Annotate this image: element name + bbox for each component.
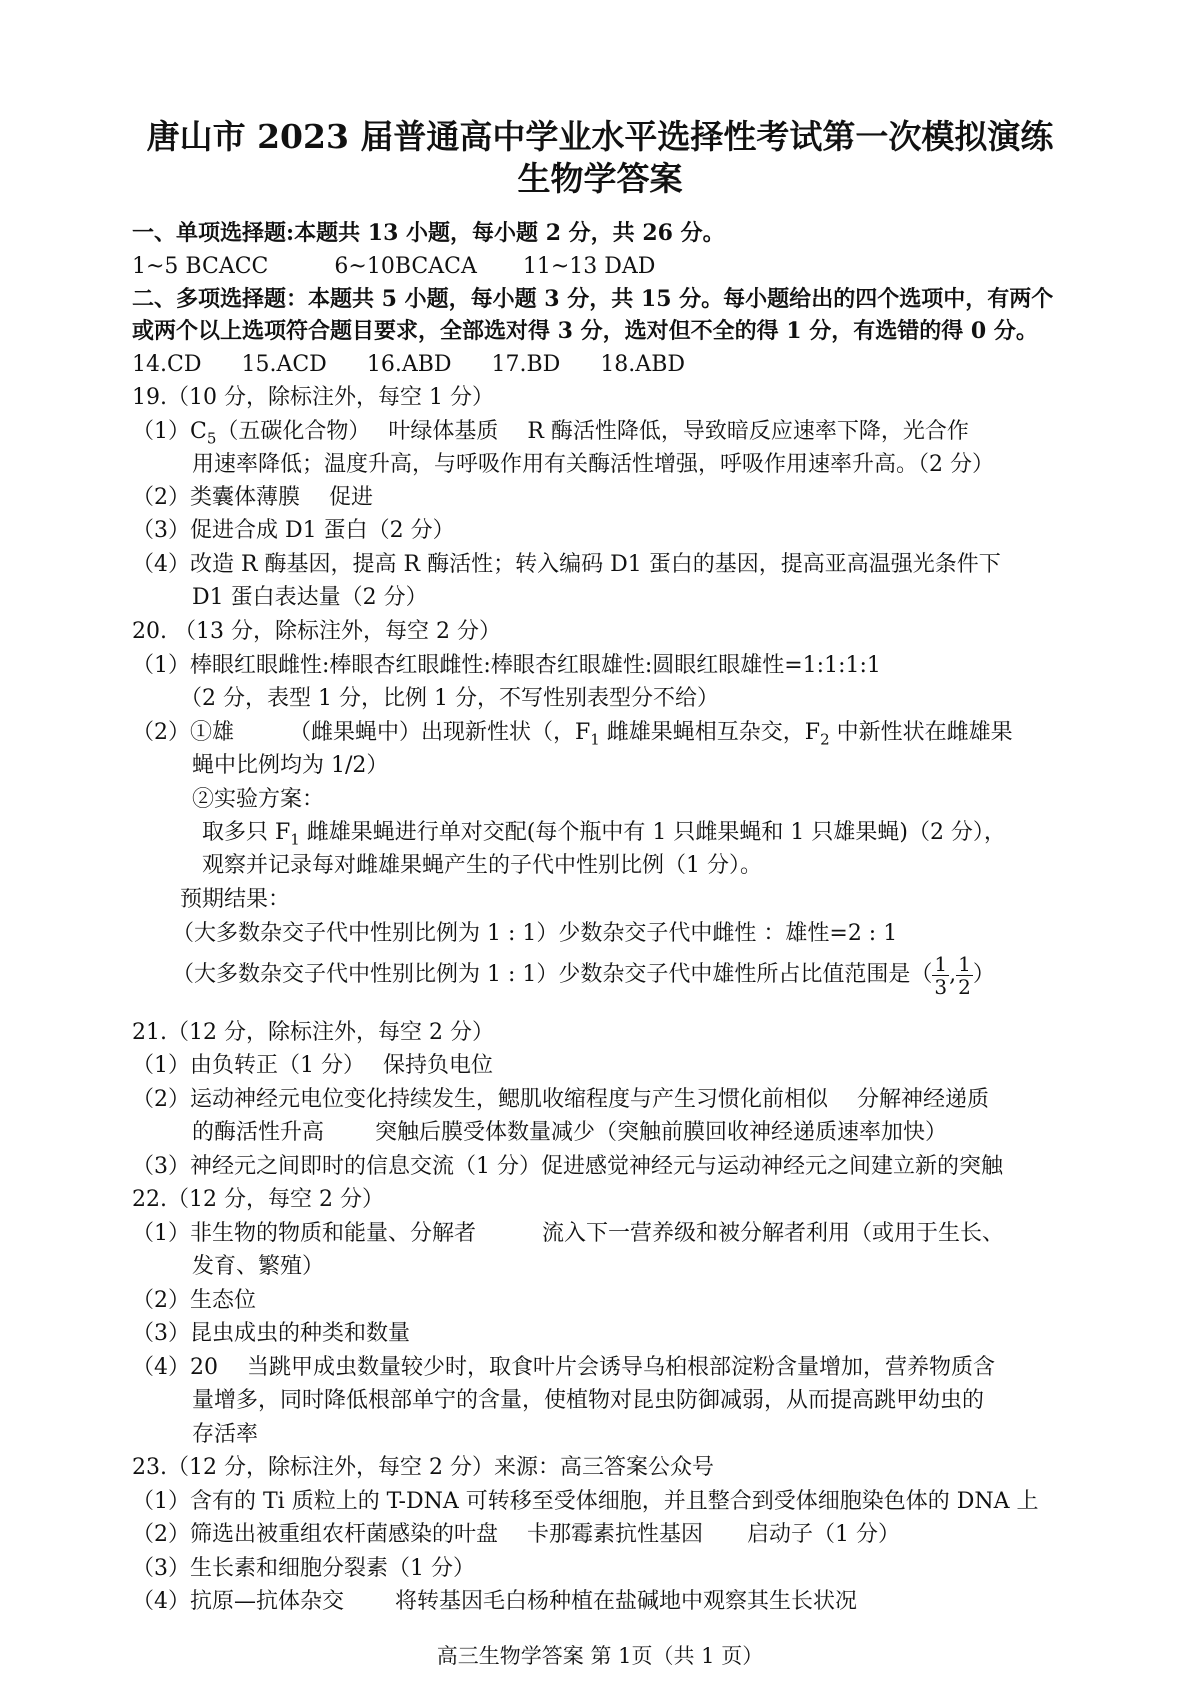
q23-part2: （2）筛选出被重组农杆菌感染的叶盘 卡那霉素抗性基因 启动子（1 分） — [132, 1522, 900, 1547]
fraction-denominator: 3 — [934, 974, 948, 999]
q20-expected-line2 — [172, 950, 995, 1000]
page-subtitle: 生物学答案 — [517, 159, 683, 198]
text-span: 雌雄果蝇进行单对交配(每个瓶中有 1 只雌果蝇和 1 只雄果蝇)（2 分）， — [299, 820, 1006, 845]
q23-part3: （3）生长素和细胞分裂素（1 分） — [132, 1556, 475, 1581]
q22-part1-line2: 发育、繁殖） — [192, 1254, 325, 1279]
q20-experiment-line2: 观察并记录每对雌雄果蝇产生的子代中性别比例（1 分）。 — [202, 853, 762, 878]
q19-part3: （3）促进合成 D1 蛋白（2 分） — [132, 518, 455, 543]
q23-part4: （4）抗原—抗体杂交 将转基因毛白杨种植在盐碱地中观察其生长状况 — [132, 1589, 857, 1614]
q22-part2: （2）生态位 — [132, 1288, 256, 1313]
fraction-one-third — [932, 953, 949, 998]
q21-part2-line1: （2）运动神经元电位变化持续发生，鳃肌收缩程度与产生习惯化前相似 分解神经递质 — [132, 1087, 989, 1112]
subscript: 1 — [290, 830, 300, 849]
answer-item: 14.CD — [132, 352, 202, 377]
q20-heading: 20. （13 分，除标注外，每空 2 分） — [132, 619, 501, 644]
q19-part1-line2: 用速率降低；温度升高，与呼吸作用有关酶活性增强，呼吸作用速率升高。（2 分） — [192, 452, 994, 477]
answer-item: 16.ABD — [366, 352, 452, 377]
q20-part2-line1 — [132, 718, 1013, 748]
q22-heading: 22.（12 分，每空 2 分） — [132, 1187, 384, 1212]
q21-part2-line2: 的酶活性升高 突触后膜受体数量减少（突触前膜回收神经递质速率加快） — [192, 1120, 947, 1145]
answer-item: 17.BD — [491, 352, 561, 377]
text-span: 雌雄果蝇相互杂交，F — [599, 720, 821, 745]
q22-part4-line2: 量增多，同时降低根部单宁的含量，使植物对昆虫防御减弱，从而提高跳甲幼虫的 — [192, 1388, 985, 1413]
section1-heading: 一、单项选择题:本题共 13 小题，每小题 2 分，共 26 分。 — [132, 220, 725, 246]
section1-answers — [132, 252, 655, 282]
section2-answers — [132, 350, 685, 380]
answer-group: 1~5 BCACC — [132, 254, 269, 279]
q20-experiment-line1 — [202, 818, 1006, 848]
page-footer: 高三生物学答案 第 1页（共 1 页） — [436, 1644, 764, 1668]
q19-part1-line1 — [132, 417, 969, 447]
text-span: （大多数杂交子代中性别比例为 1 : 1）少数杂交子代中雄性所占比值范围是（ — [172, 962, 933, 987]
q19-part4-line1: （4）改造 R 酶基因，提高 R 酶活性；转入编码 D1 蛋白的基因，提高亚高温强光条件下 — [132, 552, 1001, 577]
text-span: , — [949, 962, 957, 987]
subscript: 5 — [206, 429, 217, 448]
q23-part1: （1）含有的 Ti 质粒上的 T-DNA 可转移至受体细胞，并且整合到受体细胞染色体的 DNA 上 — [132, 1489, 1039, 1514]
answer-group: 6~10BCACA — [334, 254, 477, 279]
q23-heading: 23.（12 分，除标注外，每空 2 分）来源：高三答案公众号 — [132, 1455, 714, 1480]
section2-heading-line2: 或两个以上选项符合题目要求，全部选对得 3 分，选对但不全的得 1 分，有选错的得 0 分。 — [132, 318, 1038, 344]
answer-item: 15.ACD — [241, 352, 327, 377]
page-title: 唐山市 2023 届普通高中学业水平选择性考试第一次模拟演练 — [146, 117, 1054, 156]
subscript: 2 — [820, 730, 830, 749]
q22-part1-line1: （1）非生物的物质和能量、分解者 流入下一营养级和被分解者利用（或用于生长、 — [132, 1221, 1005, 1246]
q19-part4-line2: D1 蛋白表达量（2 分） — [192, 585, 428, 610]
q22-part4-line3: 存活率 — [192, 1422, 259, 1447]
text-span: （1）C — [132, 419, 207, 444]
q20-expected-line1: （大多数杂交子代中性别比例为 1 : 1）少数杂交子代中雌性 ：雄性=2 : 1 — [172, 921, 898, 946]
q19-heading: 19.（10 分，除标注外，每空 1 分） — [132, 385, 494, 410]
fraction-denominator: 2 — [958, 974, 971, 999]
subscript: 1 — [590, 730, 600, 749]
text-span: （2）①雄 （雌果蝇中）出现新性状（，F — [132, 720, 591, 745]
text-span: 取多只 F — [202, 820, 291, 845]
q21-part1: （1）由负转正（1 分） 保持负电位 — [132, 1053, 493, 1078]
q20-part2-line2: 蝇中比例均为 1/2） — [192, 753, 389, 778]
fraction-numerator: 1 — [958, 951, 971, 976]
text-span: ） — [972, 962, 995, 987]
q22-part4-line1: （4）20 当跳甲成虫数量较少时，取食叶片会诱导乌桕根部淀粉含量增加，营养物质含 — [132, 1355, 995, 1380]
q21-part3: （3）神经元之间即时的信息交流（1 分）促进感觉神经元与运动神经元之间建立新的突触 — [132, 1154, 1003, 1179]
q20-expected-label: 预期结果： — [180, 887, 291, 912]
q20-experiment-label: ②实验方案： — [192, 787, 325, 812]
answer-group: 11~13 DAD — [522, 254, 656, 279]
answer-item: 18.ABD — [600, 352, 685, 377]
fraction-one-half — [956, 953, 973, 998]
section2-heading-line1: 二、多项选择题：本题共 5 小题，每小题 3 分，共 15 分。每小题给出的四个选项中，有两个 — [132, 286, 1054, 312]
q20-part1-line1: （1）棒眼红眼雌性:棒眼杏红眼雌性:棒眼杏红眼雄性:圆眼红眼雄性=1:1:1:1 — [132, 653, 881, 678]
q19-part2: （2）类囊体薄膜 促进 — [132, 485, 373, 510]
text-span: 中新性状在雌雄果 — [829, 720, 1013, 745]
fraction-numerator: 1 — [934, 951, 948, 976]
q22-part3: （3）昆虫成虫的种类和数量 — [132, 1321, 410, 1346]
text-span: （五碳化合物） 叶绿体基质 R 酶活性降低，导致暗反应速率下降，光合作 — [216, 419, 969, 444]
q20-part1-line2: （2 分，表型 1 分，比例 1 分，不写性别表型分不给） — [180, 686, 719, 711]
q21-heading: 21.（12 分，除标注外，每空 2 分） — [132, 1020, 494, 1045]
